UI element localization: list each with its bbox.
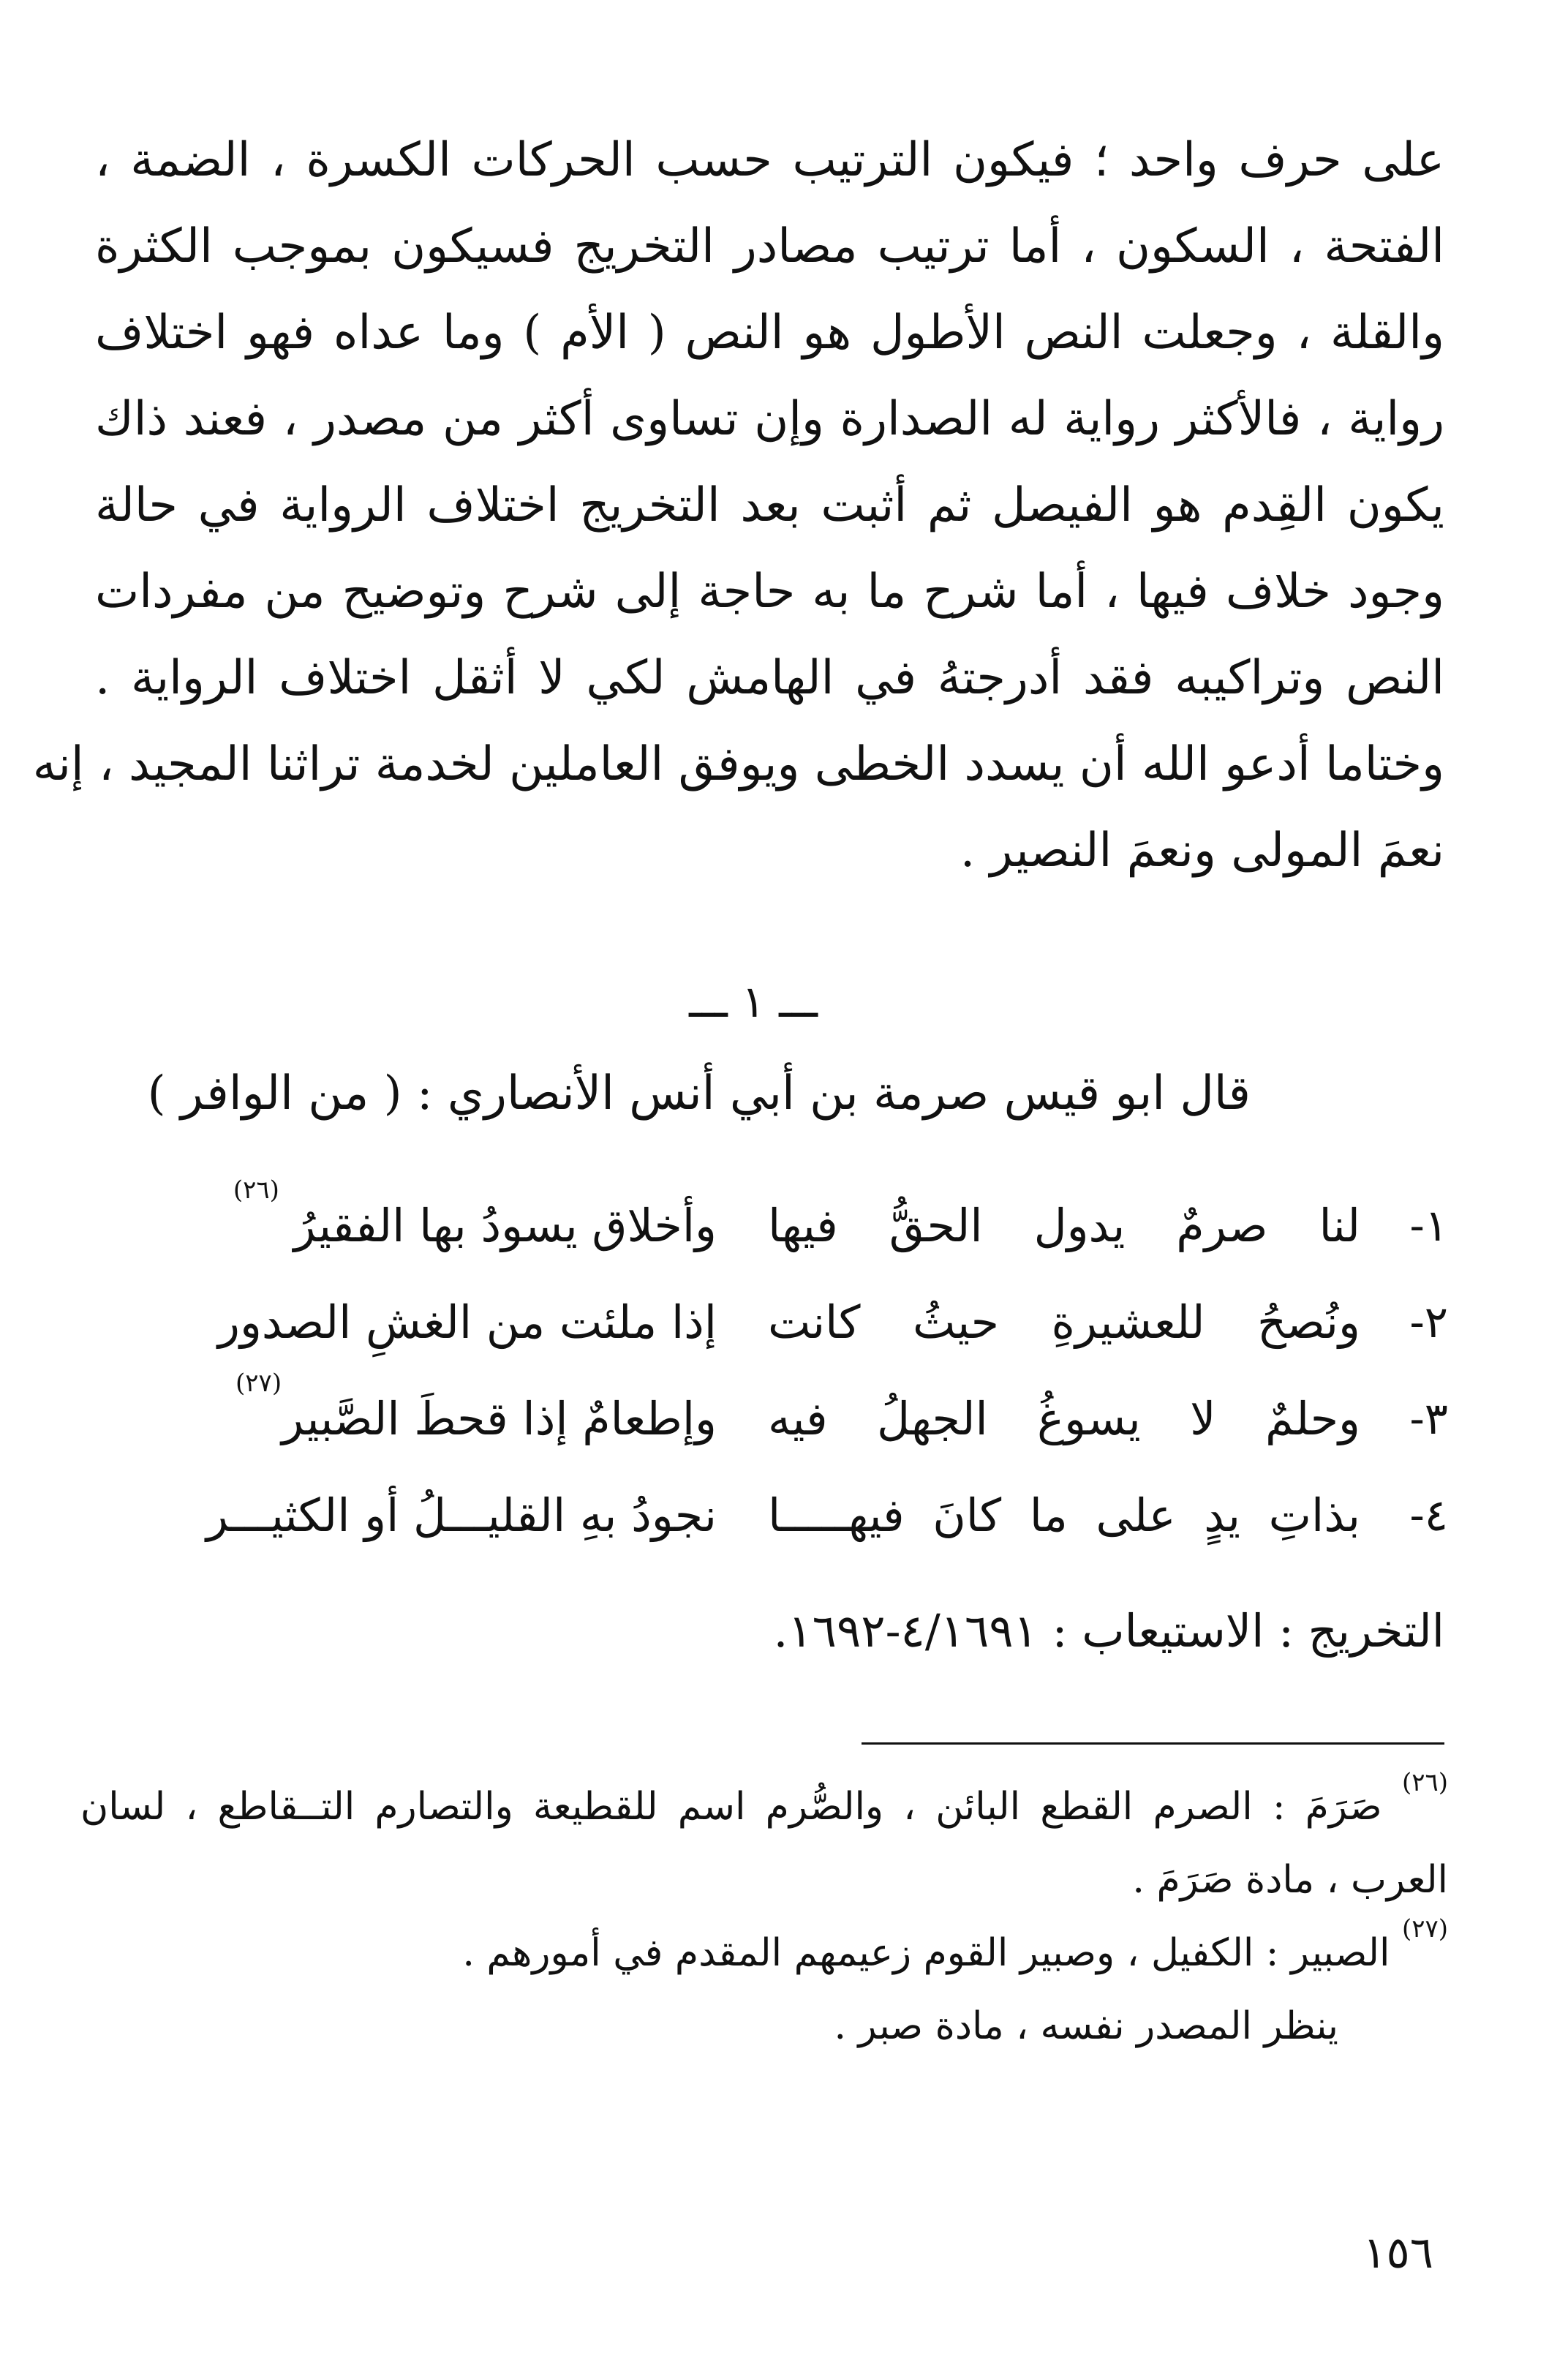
verse-number: ٣- (1409, 1393, 1448, 1445)
verse-row (110, 1467, 1448, 1564)
verse-first-hemistich: لنا صرمٌ يدول الحقُّ فيها (768, 1199, 1360, 1252)
body-line: وجود خلاف فيها ، أما شرح ما به حاجة إلى شرح وتوضيح من مفردات (95, 565, 1445, 619)
body-line: الفتحة ، السكون ، أما ترتيب مصادر التخريج فسيكون بموجب الكثرة (95, 219, 1444, 274)
footnote-26 (80, 1770, 1448, 1843)
verse-row (110, 1371, 1448, 1467)
footnote-marker: (٢٧) (1401, 1914, 1448, 1944)
verse-first-hemistich: وحلمٌ لا يسوغُ الجهلُ فيه (768, 1392, 1360, 1445)
body-line: والقلة ، وجعلت النص الأطول هو النص ( الأم ) وما عداه فهو اختلاف (95, 306, 1444, 360)
footnote-27 (80, 1916, 1448, 1990)
footnote-text: الصبير : الكفيل ، وصبير القوم زعيمهم المقدم في أمورهم . (462, 1931, 1390, 1975)
verse-second-hemistich (146, 1175, 717, 1274)
verse-second-hemistich (146, 1371, 717, 1467)
hemistich-text: إذا ملئت من الغشِ الصدور (218, 1295, 717, 1349)
poem-verses (110, 1175, 1448, 1564)
poem-number: ـــ ١ ـــ (689, 977, 818, 1028)
poem-intro: قال ابو قيس صرمة بن أبي أنس الأنصاري : ( من الوافر ) (147, 1066, 1251, 1121)
verse-first-hemistich: بذاتِ يدٍ على ما كانَ فيهـــــا (768, 1489, 1360, 1542)
verse-first-hemistich: ونُصحُ للعشيرةِ حيثُ كانت (768, 1295, 1360, 1349)
body-line: وختاما أدعو الله أن يسدد الخطى ويوفق العاملين لخدمة تراثنا المجيد ، إنه (32, 737, 1444, 791)
footnote-reference: (٢٧) (235, 1369, 282, 1398)
footnote-divider (862, 1742, 1444, 1745)
verse-number: ٢- (1409, 1297, 1448, 1348)
body-line: يكون القِدم هو الفيصل ثم أثبت بعد التخريج اختلاف الرواية في حالة (95, 478, 1444, 533)
footnotes (80, 1770, 1448, 2063)
body-line: على حرف واحد ؛ فيكون الترتيب حسب الحركات الكسرة ، الضمة ، (95, 133, 1445, 187)
verse-number: ١- (1409, 1200, 1448, 1252)
footnote-reference: (٢٦) (233, 1175, 279, 1205)
verse-second-hemistich (146, 1274, 717, 1371)
verse-number: ٤- (1409, 1490, 1448, 1541)
body-line: النص وتراكيبه فقد أدرجتهُ في الهامش لكي لا أثقل اختلاف الرواية . (95, 651, 1444, 705)
page-number: ١٥٦ (1362, 2227, 1433, 2279)
hemistich-text: وإطعامٌ إذا قحطَ الصَّبير (282, 1392, 717, 1445)
body-line: نعمَ المولى ونعمَ النصير . (960, 824, 1444, 878)
verse-row (110, 1274, 1448, 1371)
body-line: رواية ، فالأكثر رواية له الصدارة وإن تساوى أكثر من مصدر ، فعند ذاك (95, 392, 1444, 446)
footnote-26-continuation: العرب ، مادة صَرَمَ . (1132, 1858, 1448, 1902)
verse-row (110, 1175, 1448, 1274)
verse-second-hemistich (146, 1467, 717, 1564)
hemistich-text: نجودُ بهِ القليـــلُ أو الكثيـــر (206, 1489, 717, 1542)
footnote-text: صَرَمَ : الصرم القطع البائن ، والصُّرم اسم للقطيعة والتصارم التــقاطع ، لسان (80, 1785, 1382, 1829)
body-text (32, 117, 1445, 894)
takhrij-line: التخريج : الاستيعاب : ٤/١٦٩١-١٦٩٢. (773, 1604, 1444, 1658)
hemistich-text: وأخلاق يسودُ بها الفقيرُ (293, 1199, 717, 1252)
footnote-27-continuation: ينظر المصدر نفسه ، مادة صبر . (834, 2004, 1338, 2048)
footnote-marker: (٢٦) (1401, 1768, 1448, 1797)
